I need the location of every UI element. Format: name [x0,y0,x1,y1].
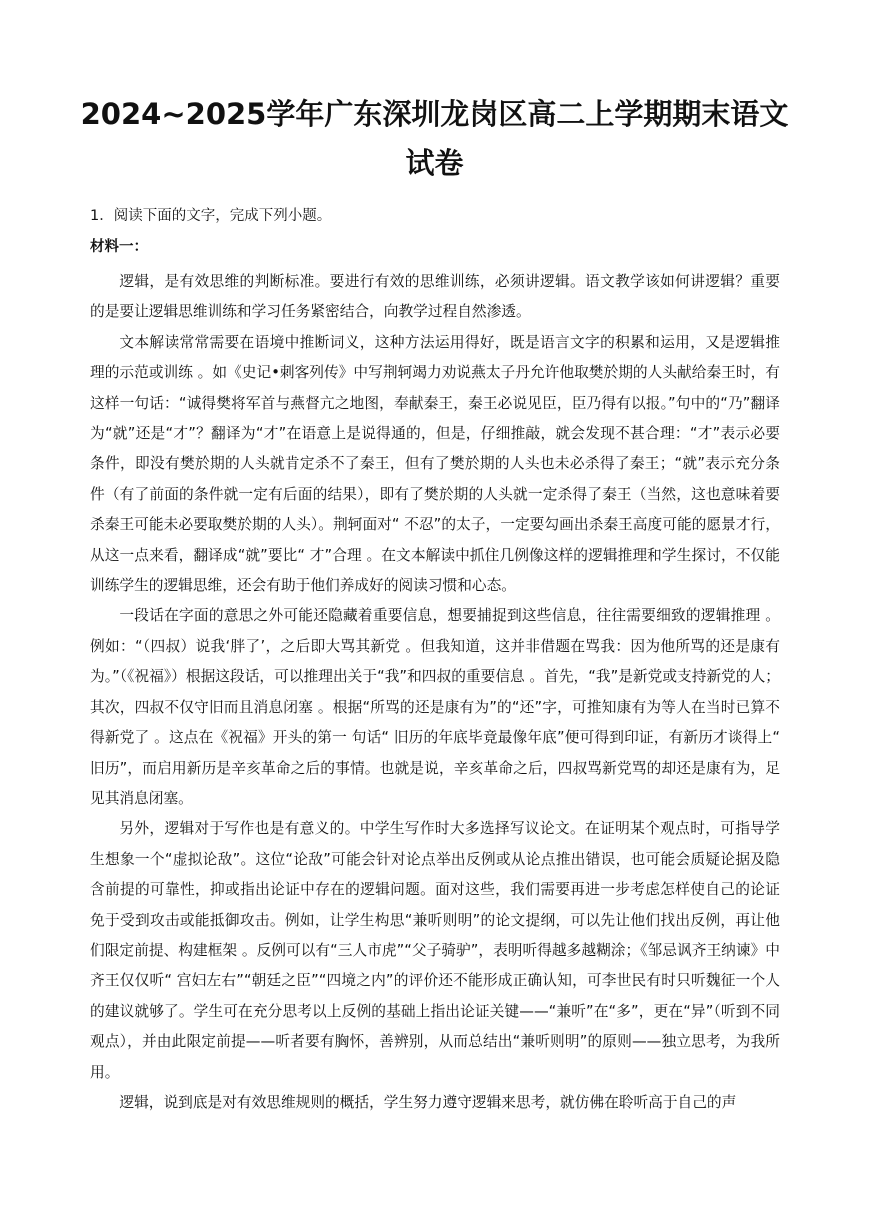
page-title: 2024~2025学年广东深圳龙岗区高二上学期期末语文试卷 [80,97,789,180]
passage-paragraph: 一段话在字面的意思之外可能还隐藏着重要信息，想要捕捉到这些信息，往往需要细致的逻辑推理 。例如：“（四叔）说我‘胖了’，之后即大骂其新党 。但我知道，这并非借题在骂我：因为他所骂的还是康有为。”（《祝福》）根据这段话，可以推理出关于“我”和四叔的重要信息 。首先，“我”是新党或支持新党的人；其次，四叔不仅守旧而且消息闭塞 。根据“所骂的还是康有为”的“还”字，可推知康有为等人在当时已算不得新党了 。这点在《祝福》开头的第一 句话“ 旧历的年底毕竟最像年底”便可得到印证，有新历才谈得上“ 旧历”，而启用新历是辛亥革命之后的事情。也就是说，辛亥革命之后，四叔骂新党骂的却还是康有为，足见其消息闭塞。 [90,607,780,807]
question-prompt: 1．阅读下面的文字，完成下列小题。 [90,208,332,224]
material-label: 材料一： [90,239,148,255]
passage-paragraph: 逻辑，是有效思维的判断标准。要进行有效的思维训练，必须讲逻辑。语文教学该如何讲逻辑？重要的是要让逻辑思维训练和学习任务紧密结合，向教学过程自然渗透。 [90,273,780,321]
passage-paragraph: 文本解读常常需要在语境中推断词义，这种方法运用得好，既是语言文字的积累和运用，又是逻辑推理的示范或训练 。如《史记•刺客列传》中写荆轲竭力劝说燕太子丹允许他取樊於期的人头献给秦王时，有这样一句话：“诚得樊将军首与燕督亢之地图，奉献秦王，秦王必说见臣，臣乃得有以报。”句中的“乃”翻译为“就”还是“才”？翻译为“才”在语意上是说得通的，但是，仔细推敲，就会发现不甚合理：“才”表示必要条件，即没有樊於期的人头就肯定杀不了秦王，但有了樊於期的人头也未必杀得了秦王；“就”表示充分条件（有了前面的条件就一定有后面的结果），即有了樊於期的人头就一定杀得了秦王（当然，这也意味着要杀秦王可能未必要取樊於期的人头）。荆轲面对“ 不忍”的太子，一定要勾画出杀秦王高度可能的愿景才行，从这一点来看，翻译成“就”要比“ 才”合理 。在文本解读中抓住几例像这样的逻辑推理和学生探讨，不仅能训练学生的逻辑思维，还会有助于他们养成好的阅读习惯和心态。 [90,333,780,595]
passage-paragraph: 另外，逻辑对于写作也是有意义的。中学生写作时大多选择写议论文。在证明某个观点时，可指导学生想象一个“虚拟论敌”。这位“论敌”可能会针对论点举出反例或从论点推出错误，也可能会质疑论据及隐含前提的可靠性，抑或指出论证中存在的逻辑问题。面对这些，我们需要再进一步考虑怎样使自己的论证免于受到攻击或能抵御攻击。例如，让学生构思“兼听则明”的论文提纲，可以先让他们找出反例，再让他们限定前提、构建框架 。反例可以有“三人市虎”“父子骑驴”，表明听得越多越糊涂；《邹忌讽齐王纳谏》中齐王仅仅听“ 宫妇左右”“朝廷之臣”“四境之内”的评价还不能形成正确认知，可李世民有时只听魏征一个人的建议就够了。学生可在充分思考以上反例的基础上指出论证关键——“兼听”在“多”，更在“异”（听到不同观点），并由此限定前提——听者要有胸怀，善辨别，从而总结出“兼听则明”的原则——独立思考，为我所用。 [90,820,780,1081]
reading-passage [90,267,780,1118]
passage-paragraph: 逻辑，说到底是对有效思维规则的概括，学生努力遵守逻辑来思考，就仿佛在聆听高于自己的声 [119,1093,737,1111]
